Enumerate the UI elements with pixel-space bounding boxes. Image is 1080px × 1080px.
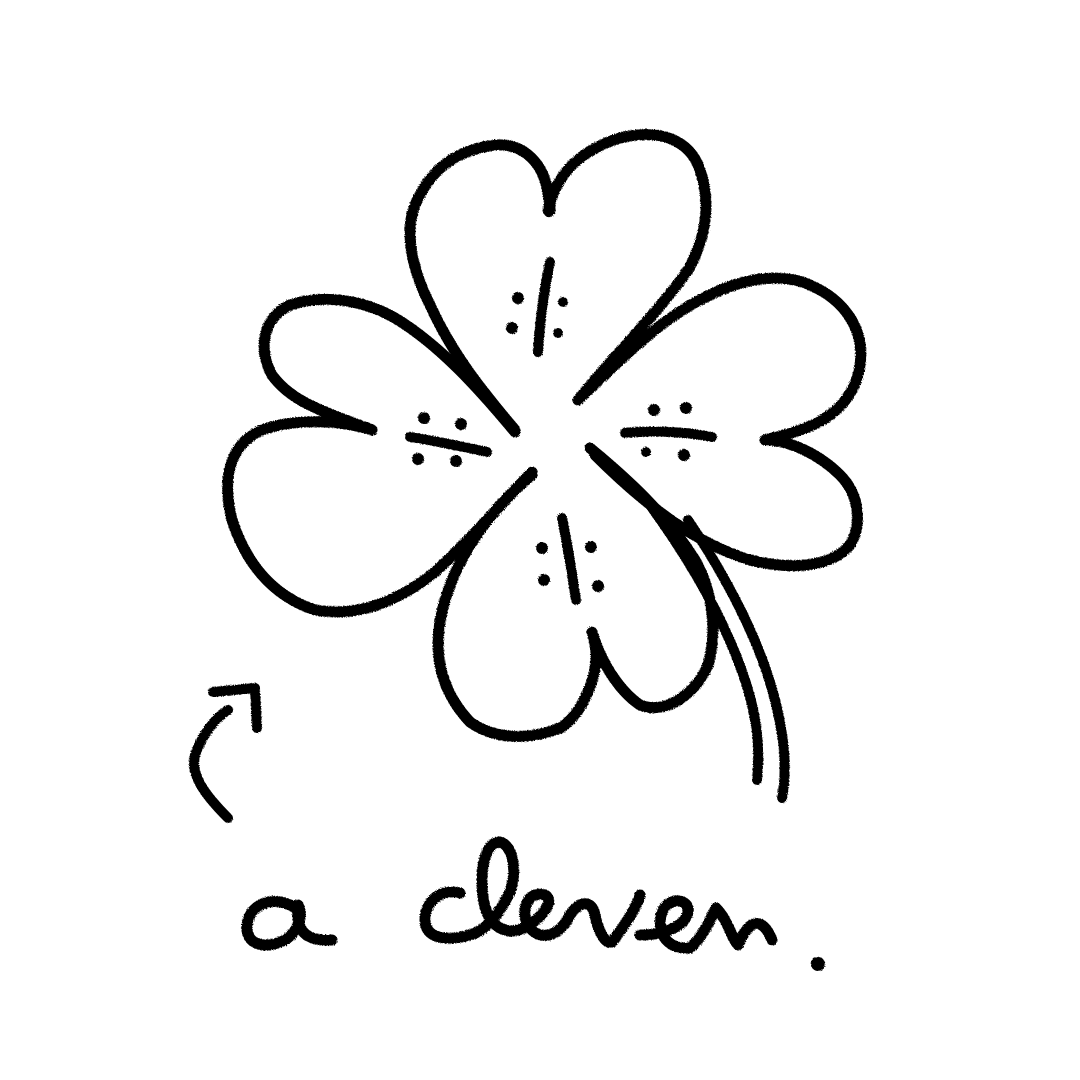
arrow-icon xyxy=(194,688,257,818)
left-leaf-dot xyxy=(418,412,430,424)
bottom-leaf-dot xyxy=(585,541,597,553)
top-leaf-dot xyxy=(512,292,524,304)
top-leaf-dot xyxy=(553,328,563,338)
left-leaf-dot xyxy=(450,455,462,467)
top-leaf xyxy=(410,135,706,430)
caption-letter-l xyxy=(470,842,514,935)
right-leaf-dot xyxy=(648,404,660,416)
top-leaf-outline xyxy=(410,135,706,430)
right-leaf-outline xyxy=(580,278,861,566)
bottom-leaf xyxy=(438,448,713,736)
left-leaf-vein xyxy=(410,437,487,452)
caption-letter-o xyxy=(505,894,570,935)
left-leaf-dot xyxy=(455,418,467,430)
bottom-leaf-dot xyxy=(592,580,604,592)
caption-letter-c xyxy=(425,892,470,938)
caption-letter-r xyxy=(690,908,772,948)
right-leaf-vein xyxy=(625,432,712,437)
bottom-leaf-dot xyxy=(538,574,550,586)
top-leaf-dot xyxy=(558,297,568,307)
left-leaf xyxy=(228,299,532,611)
bottom-leaf-dot xyxy=(536,542,548,554)
caption-period xyxy=(811,957,825,971)
right-leaf-dot xyxy=(678,449,690,461)
arrow-shaft xyxy=(194,710,228,818)
handwritten-caption xyxy=(247,842,825,971)
right-leaf-dot xyxy=(680,402,692,414)
caption-letter-a xyxy=(247,902,332,945)
top-leaf-dot xyxy=(506,322,518,334)
right-leaf xyxy=(580,278,861,566)
caption-letter-e xyxy=(640,901,690,948)
bottom-leaf-vein xyxy=(562,518,576,600)
caption-letter-v xyxy=(570,895,640,942)
right-leaf-dot xyxy=(641,447,651,457)
top-leaf-vein xyxy=(538,262,550,352)
left-leaf-dot xyxy=(412,453,424,465)
